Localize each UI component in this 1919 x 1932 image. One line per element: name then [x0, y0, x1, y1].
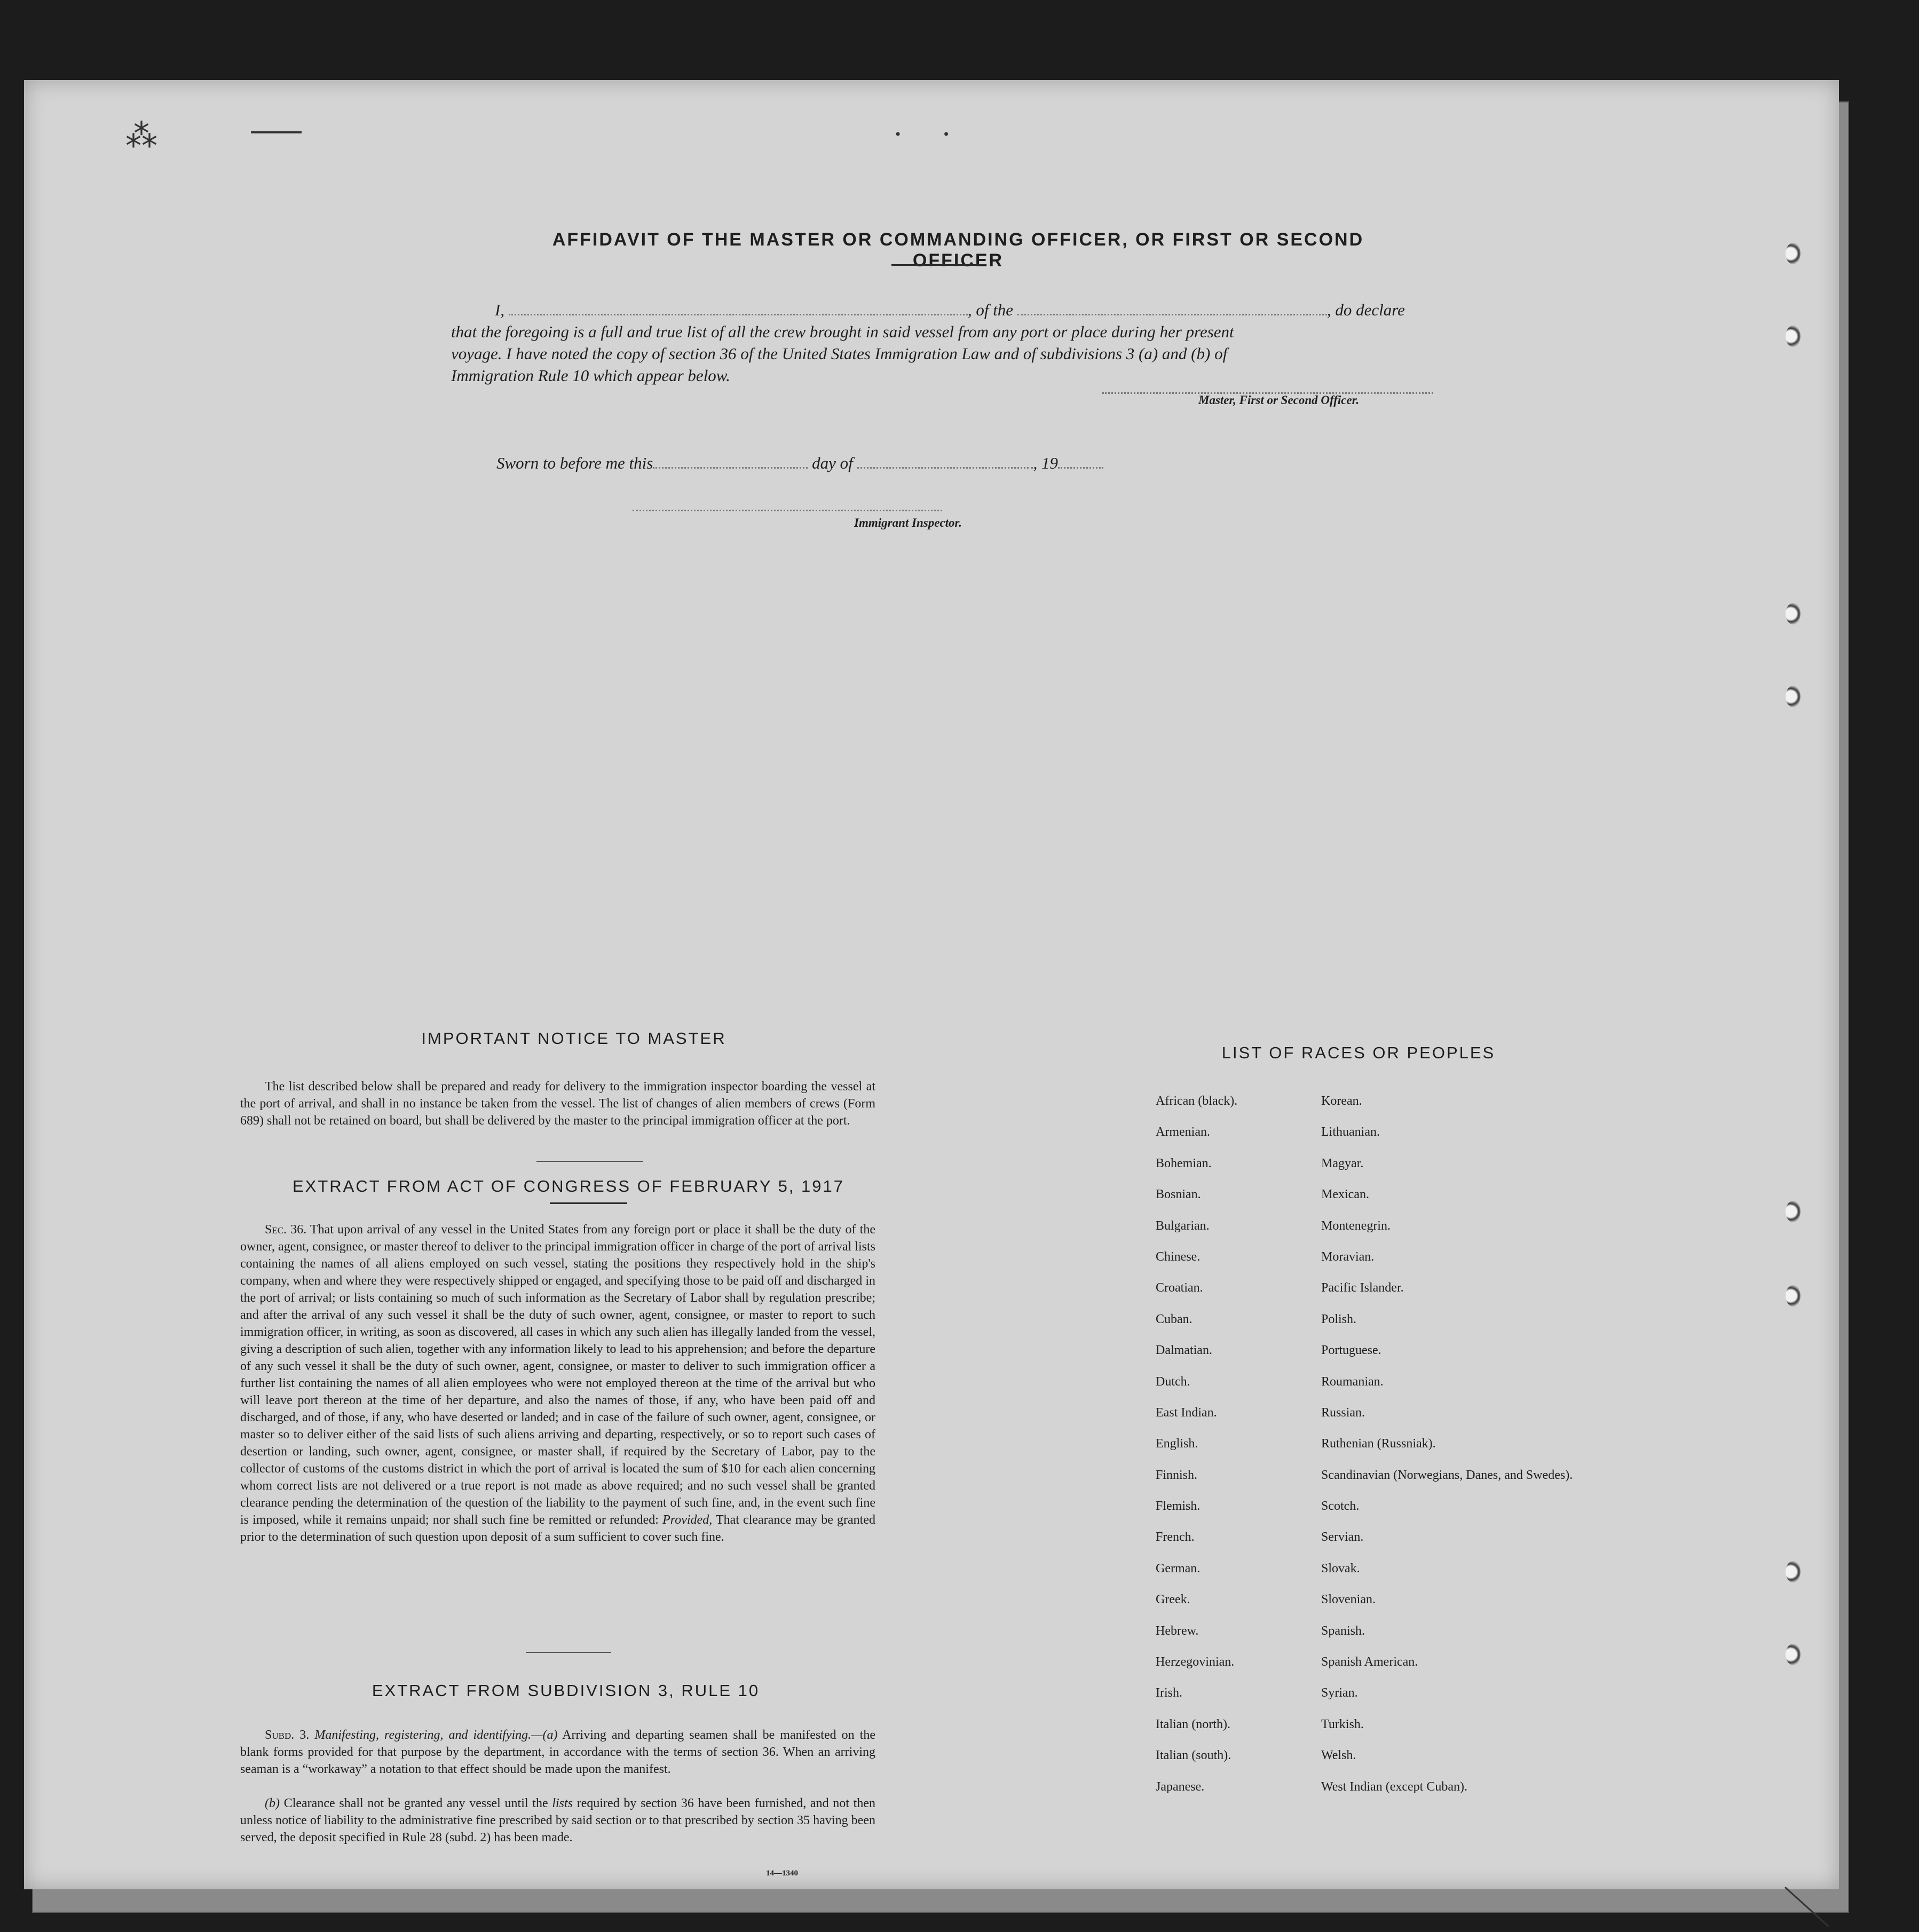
- race-item: Pacific Islander.: [1321, 1281, 1404, 1295]
- notice-text: The list described below shall be prepared and ready for delivery to the immigration inspector boarding the vessel at the port of arrival, and shall in no instance be taken from the vessel. The list of changes of alien members of crews (Form 689) shall not be retained on board, but shall be delivered by the master to the principal immigration officer at the port.: [240, 1080, 875, 1128]
- races-list: [1156, 1094, 1615, 1811]
- race-item: Mexican.: [1321, 1187, 1369, 1202]
- race-item: Hebrew.: [1156, 1624, 1199, 1638]
- rule-b-lists: lists: [552, 1796, 573, 1810]
- race-item: French.: [1156, 1530, 1195, 1545]
- race-item: Japanese.: [1156, 1779, 1205, 1794]
- race-item: Flemish.: [1156, 1499, 1201, 1514]
- act-title-underline: [550, 1202, 627, 1204]
- notice-divider: [536, 1161, 643, 1162]
- ink-smudge-mark: ⁂: [125, 117, 152, 155]
- act-section-body: That upon arrival of any vessel in the United States from any foreign port or place it shall be the duty of the owner, agent, consignee, or master thereof to deliver to the principal immigration officer in charge of the port of arrival lists containing the names of all aliens employed on such vessel, stating the positions they respectively hold in the ship's company, when and where they were respectively shipped or engaged, and specifying those to be paid off and discharged in the port of arrival; or lists containing so much of such information as the Secretary of Labor shall by regulation prescribe; and after the arrival of any such vessel it shall be the duty of such owner, agent, consignee, or master to report to such immigration officer, in writing, as soon as discovered, all cases in which any such alien has illegally landed from the vessel, giving a description of such alien, together with any information likely to lead to his apprehension; and before the departure of any such vessel it shall be the duty of such owner, agent, consignee, or master to deliver to such immigration officer a further list containing the names of all alien employees who were not employed thereon at the time of the arrival but who will leave port thereon at the time of her departure, and also the names of those, if any, who have been paid off and discharged, and of those, if any, who have deserted or landed; and in case of the failure of such owner, agent, consignee, or master so to deliver either of the said lists of such aliens arriving and departing, respectively, or so to report such cases of desertion or landing, such owner, agent, consignee, or master shall, if required by the Secretary of Labor, pay to the collector of customs of the customs district in which the port of arrival is located the sum of $10 for each alien concerning whom correct lists are not delivered or a true report is not made as above required; and no such vessel shall be granted clearance pending the determination of the question of the liability to the payment of such fine, and, in the event such fine is imposed, while it remains unpaid; nor shall such fine be remitted or refunded:: [240, 1223, 875, 1527]
- affidavit-line-4: Immigration Rule 10 which appear below.: [451, 366, 730, 385]
- form-number: 14—1340: [766, 1869, 798, 1878]
- affidavit-line-2: that the foregoing is a full and true list of all the crew brought in said vessel from any port or place during her present: [451, 322, 1234, 341]
- race-item: Turkish.: [1321, 1717, 1364, 1731]
- race-item: Scandinavian (Norwegians, Danes, and Swedes).: [1321, 1468, 1573, 1482]
- binder-ring-icon: [1786, 1644, 1800, 1665]
- inspector-signature-line: [633, 504, 942, 511]
- race-item: Magyar.: [1321, 1156, 1364, 1170]
- race-item: Polish.: [1321, 1312, 1357, 1326]
- race-item: Syrian.: [1321, 1686, 1358, 1700]
- race-item: Slovak.: [1321, 1561, 1360, 1575]
- race-item: Italian (north).: [1156, 1717, 1230, 1731]
- race-item: Dalmatian.: [1156, 1343, 1212, 1358]
- rule-b-text-1: Clearance shall not be granted any vessel until the: [283, 1796, 548, 1810]
- binder-ring-icon: [1786, 1285, 1800, 1307]
- race-item: Bohemian.: [1156, 1156, 1212, 1170]
- rule-b-label: (b): [265, 1796, 280, 1810]
- year-text: , 19: [1033, 454, 1058, 472]
- act-provided: Provided,: [662, 1513, 713, 1527]
- race-item: African (black).: [1156, 1094, 1238, 1108]
- declaration-line: [451, 299, 1455, 321]
- rule-title: EXTRACT FROM SUBDIVISION 3, RULE 10: [372, 1681, 760, 1700]
- affidavit-i: I,: [495, 300, 505, 319]
- act-title: EXTRACT FROM ACT OF CONGRESS OF FEBRUARY 5, 1917: [292, 1177, 845, 1195]
- race-item: Ruthenian (Russniak).: [1321, 1437, 1436, 1451]
- rule-subd-label: Subd. 3.: [265, 1728, 310, 1742]
- race-item: Moravian.: [1321, 1249, 1375, 1264]
- binder-ring-icon: [1786, 603, 1800, 624]
- race-item: Irish.: [1156, 1686, 1182, 1700]
- affidavit-of-the: , of the: [967, 300, 1014, 319]
- document-page: [24, 80, 1839, 1889]
- ink-dash-mark: [251, 131, 302, 133]
- rule-subd-a: [240, 1727, 875, 1778]
- race-item: Finnish.: [1156, 1468, 1198, 1482]
- race-item: Lithuanian.: [1321, 1125, 1380, 1139]
- day-of-text: day of: [812, 454, 853, 472]
- race-item: East Indian.: [1156, 1405, 1217, 1420]
- race-item: Bosnian.: [1156, 1187, 1201, 1202]
- race-item: Armenian.: [1156, 1125, 1210, 1139]
- day-blank: [653, 462, 808, 469]
- race-item: Montenegrin.: [1321, 1218, 1391, 1233]
- race-item: Korean.: [1321, 1094, 1362, 1108]
- rule-heading: Manifesting, registering, and identifying.: [314, 1728, 532, 1742]
- race-item: Servian.: [1321, 1530, 1364, 1545]
- binder-ring-icon: [1786, 1201, 1800, 1222]
- race-item: Croatian.: [1156, 1281, 1203, 1295]
- race-item: Bulgarian.: [1156, 1218, 1210, 1233]
- inspector-label: Immigrant Inspector.: [854, 516, 962, 529]
- affidavit-do-declare: , do declare: [1326, 300, 1405, 319]
- act-section-end: That clearance may be granted prior to the determination of such question upon deposit of a sum sufficient to cover such fine.: [240, 1513, 875, 1544]
- affidavit-title: AFFIDAVIT OF THE MASTER OR COMMANDING OFFICER, OR FIRST OR SECOND OFFICER: [552, 229, 1364, 271]
- rule-subd-b: [240, 1795, 875, 1846]
- dot-marks: • •: [894, 127, 950, 142]
- rule-b-text-2: required by section 36 have been furnished, and not then unless notice of liability to the administrative fine prescribed by said section or to that prescribed by section 35 having been served, the deposit specified in Rule 28 (subd. 2) has been made.: [240, 1796, 876, 1844]
- race-item: Spanish.: [1321, 1624, 1365, 1638]
- binder-ring-icon: [1786, 686, 1800, 707]
- race-item: Russian.: [1321, 1405, 1365, 1420]
- affidavit-line-3: voyage. I have noted the copy of section 36 of the United States Immigration Law and of subdivisions 3 (a) and (b) of: [451, 344, 1228, 363]
- year-blank: [1058, 462, 1103, 469]
- race-item: German.: [1156, 1561, 1201, 1575]
- race-item: Spanish American.: [1321, 1655, 1418, 1669]
- binder-ring-icon: [1786, 1561, 1800, 1582]
- race-item: English.: [1156, 1437, 1198, 1451]
- rule-a-label: —(a): [531, 1728, 558, 1742]
- notice-title: IMPORTANT NOTICE TO MASTER: [421, 1029, 726, 1048]
- sworn-text: Sworn to before me this: [496, 454, 653, 472]
- race-item: Italian (south).: [1156, 1748, 1231, 1763]
- vessel-blank: [1017, 308, 1327, 315]
- races-title: LIST OF RACES OR PEOPLES: [1221, 1043, 1496, 1062]
- affidavit-body: [451, 299, 1455, 386]
- signer-label: Master, First or Second Officer.: [1198, 393, 1360, 407]
- month-blank: [857, 462, 1033, 469]
- sworn-line: [496, 454, 1103, 473]
- race-item: Chinese.: [1156, 1249, 1201, 1264]
- act-divider: [526, 1652, 611, 1653]
- name-blank: [509, 308, 968, 315]
- race-item: Cuban.: [1156, 1312, 1193, 1326]
- race-item: Portuguese.: [1321, 1343, 1381, 1358]
- race-item: Herzegovinian.: [1156, 1655, 1235, 1669]
- race-item: Scotch.: [1321, 1499, 1360, 1514]
- race-item: Dutch.: [1156, 1374, 1190, 1389]
- title-underline: [891, 264, 980, 266]
- race-item: Welsh.: [1321, 1748, 1356, 1763]
- act-section-label: Sec. 36.: [265, 1223, 307, 1237]
- race-item: Roumanian.: [1321, 1374, 1384, 1389]
- race-item: West Indian (except Cuban).: [1321, 1779, 1467, 1794]
- race-item: Greek.: [1156, 1593, 1190, 1607]
- race-item: Slovenian.: [1321, 1593, 1376, 1607]
- binder-ring-icon: [1786, 326, 1800, 347]
- act-text: [240, 1221, 875, 1546]
- rule-a-text: Arriving and departing seamen shall be manifested on the blank forms provided for that purpose by the department, in accordance with the terms of section 36. When an arriving seaman is a “workaway” a notation to that effect should be made upon the manifest.: [240, 1728, 875, 1776]
- binder-ring-icon: [1786, 243, 1800, 264]
